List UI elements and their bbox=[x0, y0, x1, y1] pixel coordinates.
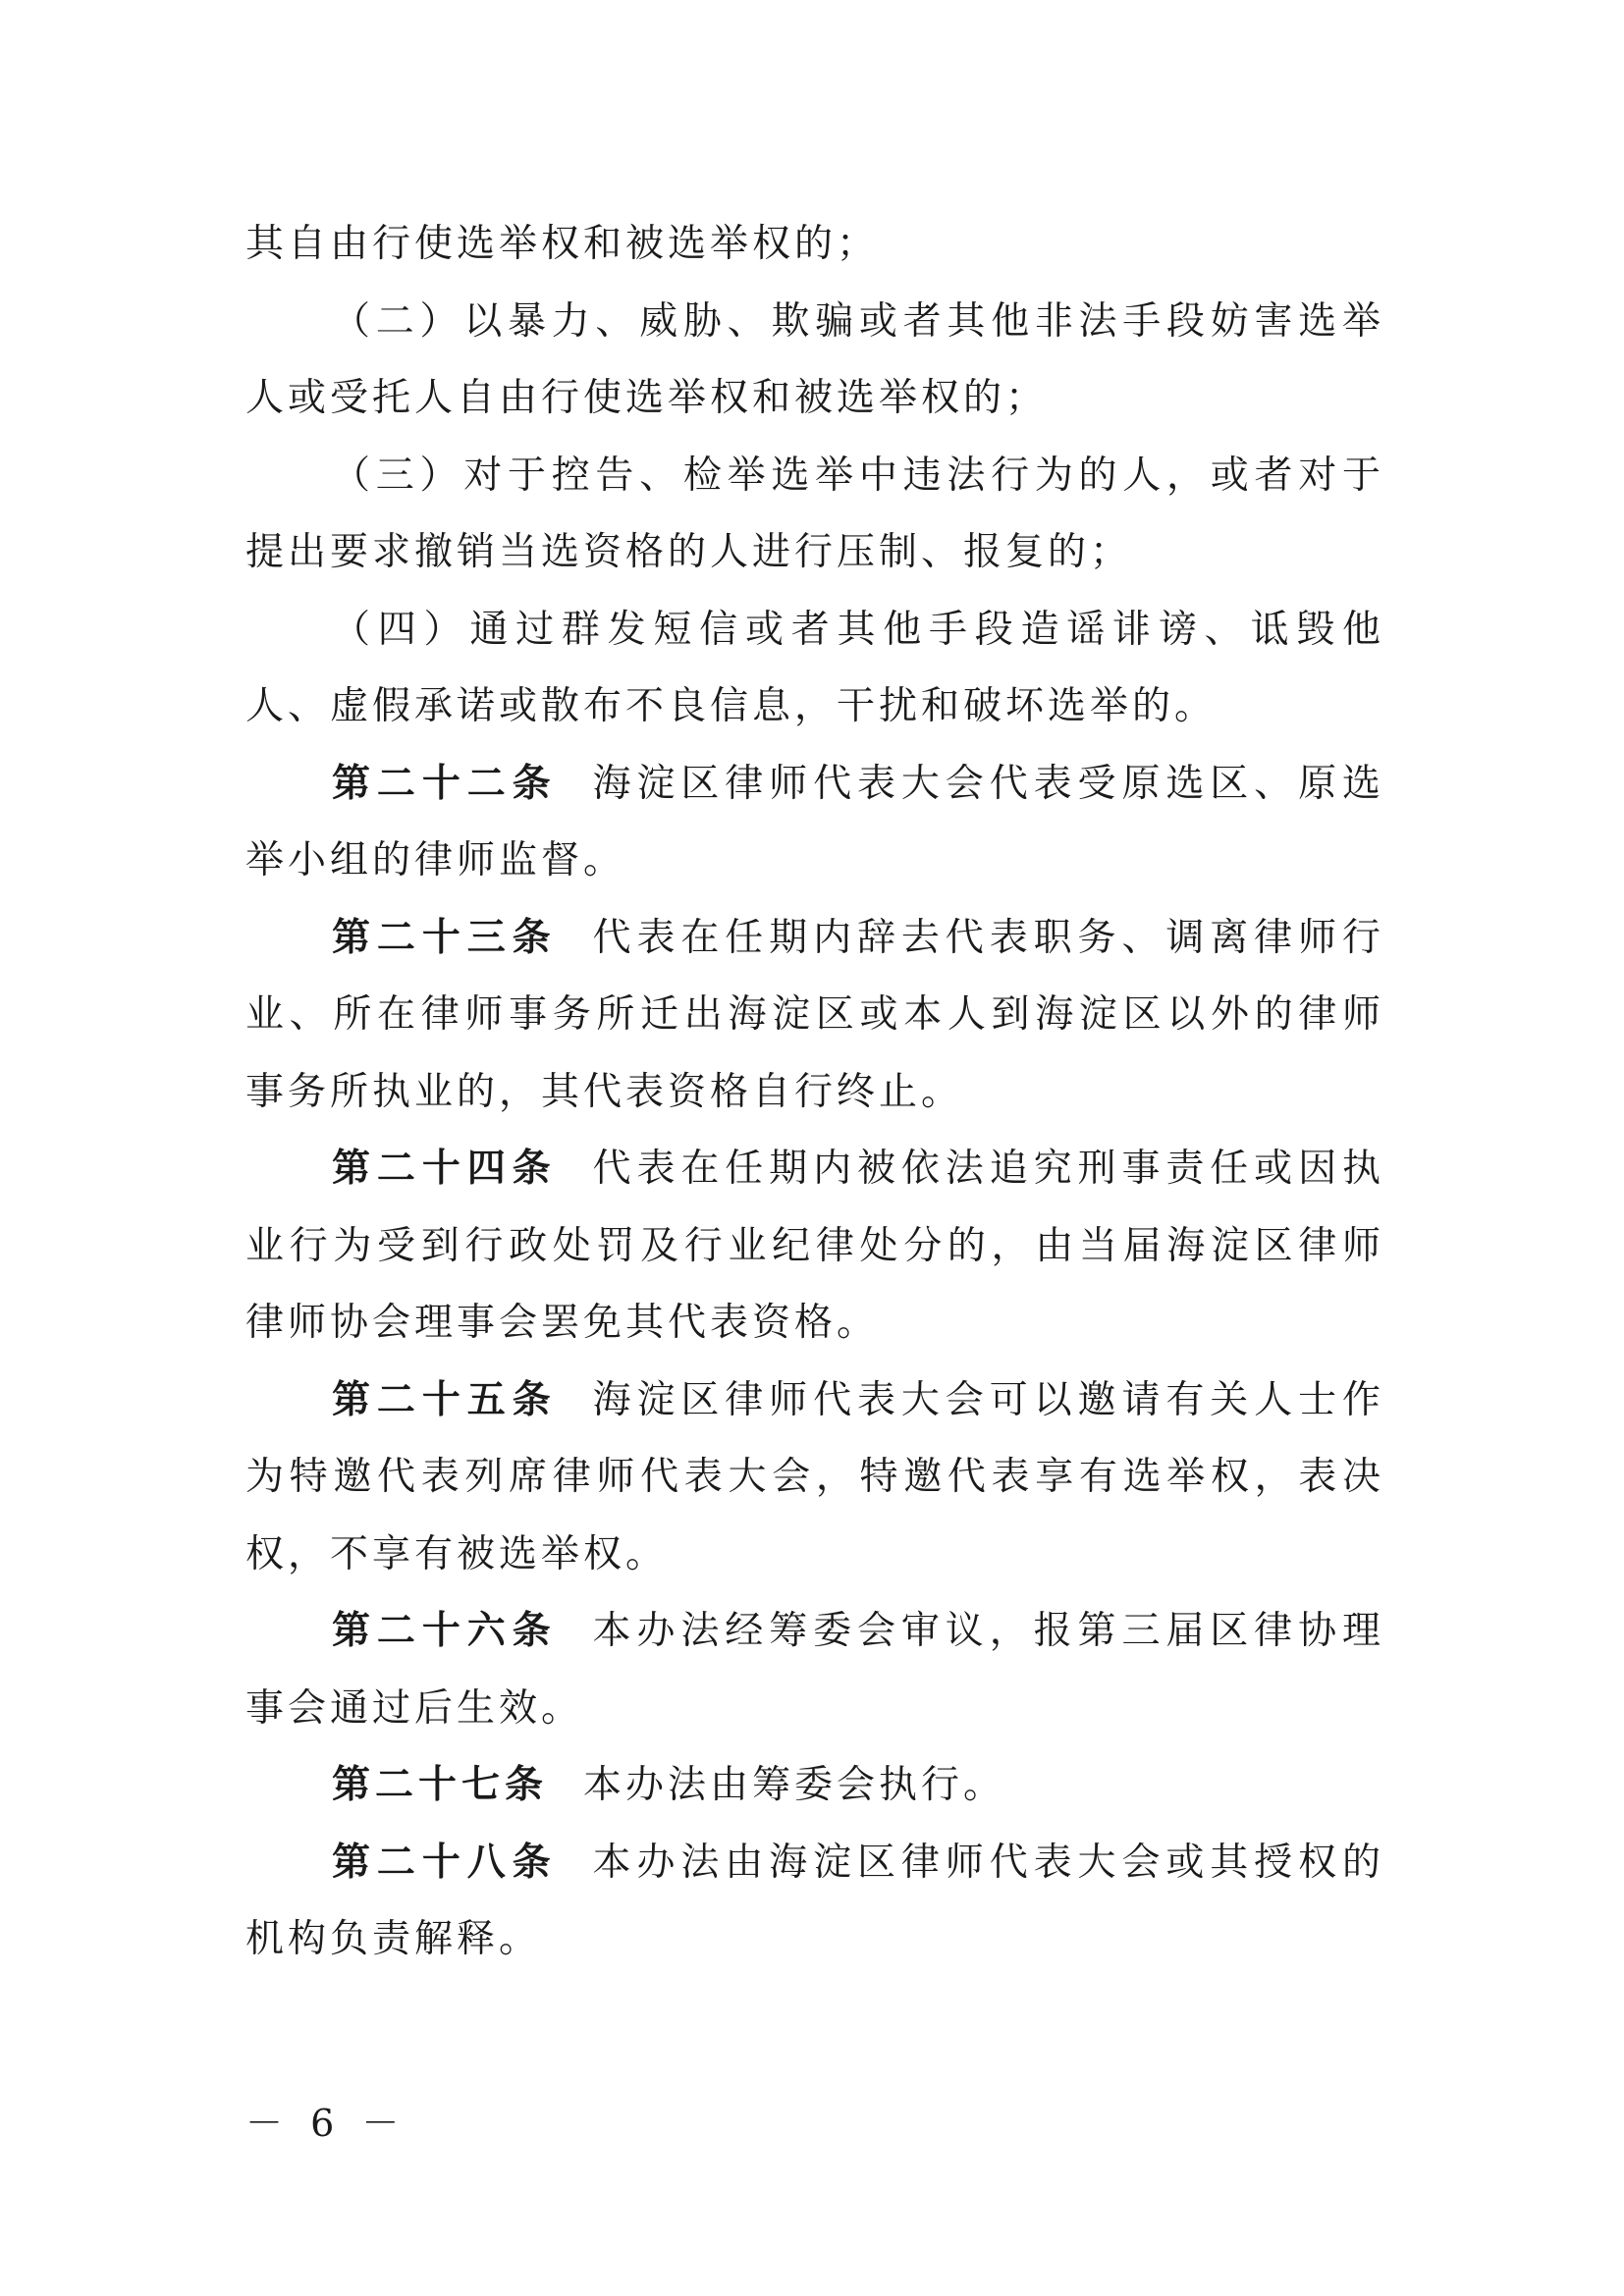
article-text: 代表在任期内辞去代表职务、调离律师行业、所在律师事务所迁出海淀区或本人到海淀区以外的律师事务所执业的，其代表资格自行终止。 bbox=[245, 915, 1384, 1114]
paragraph-1 bbox=[245, 206, 1384, 284]
article-number: 第二十五条 bbox=[332, 1377, 558, 1422]
paragraph-item-2 bbox=[245, 284, 1384, 438]
article-number: 第二十六条 bbox=[332, 1609, 558, 1653]
article-number: 第二十二条 bbox=[332, 761, 558, 806]
article-number: 第二十三条 bbox=[332, 915, 558, 960]
article-text: 海淀区律师代表大会可以邀请有关人士作为特邀代表列席律师代表大会，特邀代表享有选举权，表决权，不享有被选举权。 bbox=[245, 1377, 1384, 1576]
page-number: － 6 － bbox=[245, 2102, 407, 2145]
article-22 bbox=[245, 746, 1384, 900]
article-number: 第二十七条 bbox=[332, 1763, 549, 1807]
article-text: 海淀区律师代表大会代表受原选区、原选举小组的律师监督。 bbox=[245, 761, 1384, 882]
document-body bbox=[245, 206, 1384, 1979]
article-number: 第二十四条 bbox=[332, 1147, 558, 1191]
article-28 bbox=[245, 1825, 1384, 1979]
article-text: 代表在任期内被依法追究刑事责任或因执业行为受到行政处罚及行业纪律处分的，由当届海淀区律师律师协会理事会罢免其代表资格。 bbox=[245, 1147, 1384, 1345]
article-25 bbox=[245, 1362, 1384, 1594]
article-27 bbox=[245, 1747, 1384, 1825]
article-text: 本办法经筹委会审议，报第三届区律协理事会通过后生效。 bbox=[245, 1609, 1384, 1731]
paragraph-text: （二）以暴力、威胁、欺骗或者其他非法手段妨害选举人或受托人自由行使选举权和被选举权的； bbox=[245, 298, 1384, 420]
paragraph-text: （四）通过群发短信或者其他手段造谣诽谤、诋毁他人、虚假承诺或散布不良信息，干扰和破坏选举的。 bbox=[245, 607, 1384, 728]
paragraph-item-4 bbox=[245, 592, 1384, 746]
paragraph-item-3 bbox=[245, 438, 1384, 592]
article-text: 本办法由筹委会执行。 bbox=[583, 1763, 1006, 1807]
article-23 bbox=[245, 900, 1384, 1132]
article-24 bbox=[245, 1131, 1384, 1362]
article-26 bbox=[245, 1593, 1384, 1747]
article-text: 本办法由海淀区律师代表大会或其授权的机构负责解释。 bbox=[245, 1840, 1384, 1961]
paragraph-text: 其自由行使选举权和被选举权的； bbox=[245, 222, 880, 266]
article-number: 第二十八条 bbox=[332, 1840, 558, 1885]
paragraph-text: （三）对于控告、检举选举中违法行为的人，或者对于提出要求撤销当选资格的人进行压制、报复的； bbox=[245, 453, 1384, 574]
